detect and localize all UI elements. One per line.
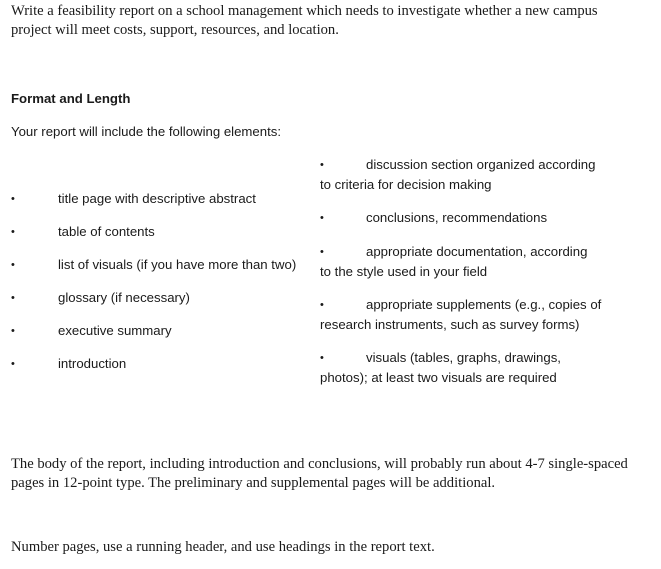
list-item: [11, 255, 311, 275]
list-item: [11, 321, 311, 341]
list-item-text: appropriate documentation, according: [366, 244, 588, 259]
bullet-icon: •: [11, 358, 15, 370]
list-item: [11, 354, 311, 374]
bullet-icon: •: [320, 246, 324, 258]
list-item-continuation: photos); at least two visuals are required: [320, 370, 557, 385]
list-item: [320, 348, 620, 388]
list-item: [320, 295, 620, 335]
bullet-icon: •: [11, 325, 15, 337]
list-item-text: list of visuals (if you have more than two): [58, 257, 297, 272]
bullet-icon: •: [320, 159, 324, 171]
list-item-continuation: to criteria for decision making: [320, 177, 492, 192]
list-item-text: glossary (if necessary): [58, 290, 190, 305]
bullet-icon: •: [11, 193, 15, 205]
bullet-icon: •: [320, 352, 324, 364]
formatting-note: Number pages, use a running header, and use headings in the report text.: [11, 539, 435, 555]
bullet-icon: •: [320, 212, 324, 224]
list-item-text: appropriate supplements (e.g., copies of: [366, 297, 602, 312]
list-item: [320, 155, 620, 195]
list-item-text: conclusions, recommendations: [366, 210, 548, 225]
list-item-continuation: to the style used in your field: [320, 264, 488, 279]
body-paragraph: The body of the report, including introduction and conclusions, will probably run about 4-7 single-spaced pages in 12-point type. The preliminary and supplemental pages will be additional.: [11, 456, 628, 491]
section-heading: Format and Length: [11, 91, 131, 106]
list-item-text: table of contents: [58, 224, 155, 239]
list-item: [320, 242, 620, 282]
bullet-icon: •: [11, 259, 15, 271]
bullet-icon: •: [11, 292, 15, 304]
list-item-text: title page with descriptive abstract: [58, 191, 256, 206]
list-item-text: discussion section organized according: [366, 157, 596, 172]
list-item-text: executive summary: [58, 323, 172, 338]
list-item-continuation: research instruments, such as survey forms): [320, 317, 580, 332]
list-item-text: introduction: [58, 356, 127, 371]
list-item: [11, 222, 311, 242]
bullet-icon: •: [11, 226, 15, 238]
intro-paragraph: Write a feasibility report on a school management which needs to investigate whether a new campus project will meet costs, support, resources, and location.: [11, 3, 598, 38]
bullet-icon: •: [320, 299, 324, 311]
list-item: [11, 288, 311, 308]
list-item: [320, 208, 620, 228]
list-item-text: visuals (tables, graphs, drawings,: [366, 350, 561, 365]
lead-sentence: Your report will include the following elements:: [11, 124, 282, 139]
list-item: [11, 189, 311, 209]
